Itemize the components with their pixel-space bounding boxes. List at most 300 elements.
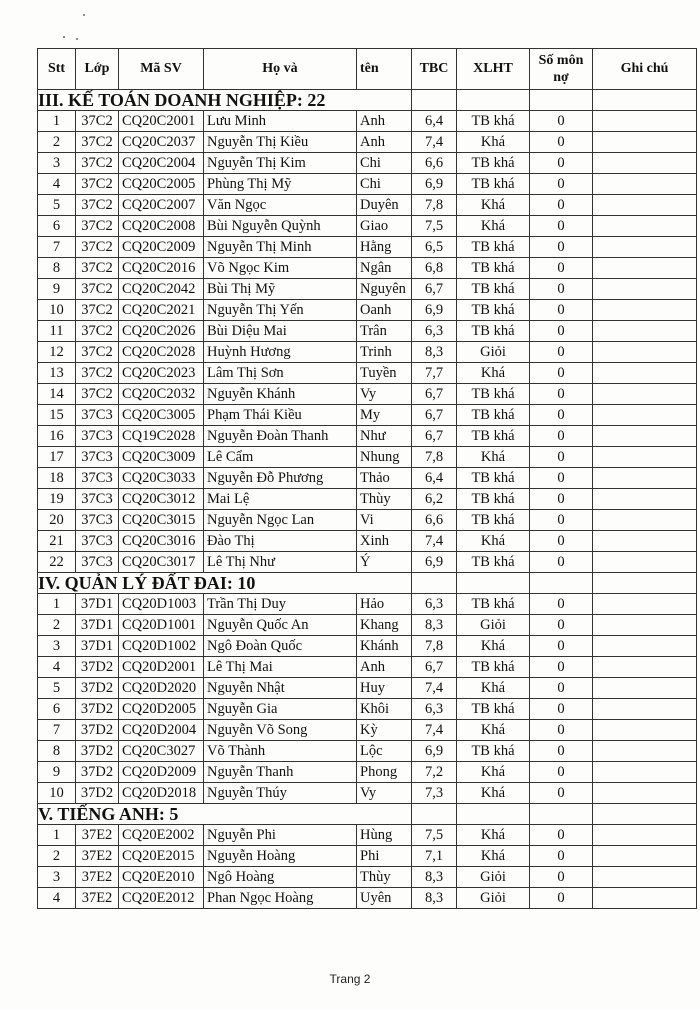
cell-stt: 15 xyxy=(38,405,76,426)
cell-given-name: Hảo xyxy=(357,594,412,615)
cell-student-id: CQ20C2004 xyxy=(119,153,204,174)
col-header-surname: Họ và xyxy=(204,49,357,90)
table-row xyxy=(38,594,697,615)
cell-class: 37C2 xyxy=(76,132,119,153)
cell-notes xyxy=(593,363,697,384)
cell-student-id: CQ20E2002 xyxy=(119,825,204,846)
table-row xyxy=(38,111,697,132)
cell-surname: Nguyễn Quốc An xyxy=(204,615,357,636)
cell-notes xyxy=(593,552,697,573)
table-row xyxy=(38,153,697,174)
cell-failed-subjects: 0 xyxy=(530,426,593,447)
cell-gpa: 6,3 xyxy=(412,594,457,615)
cell-stt: 1 xyxy=(38,825,76,846)
cell-given-name: Phong xyxy=(357,762,412,783)
cell-given-name: Anh xyxy=(357,657,412,678)
cell-notes xyxy=(593,636,697,657)
cell-class: 37C3 xyxy=(76,447,119,468)
cell-class: 37C2 xyxy=(76,300,119,321)
empty-cell xyxy=(593,804,697,825)
cell-notes xyxy=(593,594,697,615)
cell-classification: TB khá xyxy=(457,699,530,720)
cell-notes xyxy=(593,615,697,636)
table-row xyxy=(38,888,697,909)
cell-student-id: CQ20D1001 xyxy=(119,615,204,636)
cell-given-name: Thảo xyxy=(357,468,412,489)
cell-class: 37D1 xyxy=(76,594,119,615)
cell-surname: Huỳnh Hương xyxy=(204,342,357,363)
cell-stt: 19 xyxy=(38,489,76,510)
cell-stt: 22 xyxy=(38,552,76,573)
cell-gpa: 6,9 xyxy=(412,300,457,321)
empty-cell xyxy=(530,573,593,594)
cell-student-id: CQ20C2009 xyxy=(119,237,204,258)
cell-failed-subjects: 0 xyxy=(530,468,593,489)
table-row xyxy=(38,342,697,363)
cell-given-name: Giao xyxy=(357,216,412,237)
cell-gpa: 6,3 xyxy=(412,699,457,720)
cell-given-name: Khang xyxy=(357,615,412,636)
cell-classification: TB khá xyxy=(457,741,530,762)
cell-classification: TB khá xyxy=(457,258,530,279)
cell-notes xyxy=(593,888,697,909)
cell-surname: Văn Ngọc xyxy=(204,195,357,216)
cell-surname: Nguyễn Thị Minh xyxy=(204,237,357,258)
table-row xyxy=(38,447,697,468)
cell-stt: 4 xyxy=(38,174,76,195)
cell-surname: Phạm Thái Kiều xyxy=(204,405,357,426)
cell-gpa: 8,3 xyxy=(412,888,457,909)
cell-student-id: CQ19C2028 xyxy=(119,426,204,447)
cell-classification: Giỏi xyxy=(457,615,530,636)
cell-failed-subjects: 0 xyxy=(530,405,593,426)
cell-gpa: 6,3 xyxy=(412,321,457,342)
cell-gpa: 6,7 xyxy=(412,279,457,300)
cell-classification: TB khá xyxy=(457,426,530,447)
scan-speck xyxy=(76,38,78,40)
cell-student-id: CQ20C2023 xyxy=(119,363,204,384)
cell-stt: 10 xyxy=(38,783,76,804)
cell-stt: 13 xyxy=(38,363,76,384)
table-row xyxy=(38,426,697,447)
cell-class: 37D2 xyxy=(76,657,119,678)
col-header-gpa: TBC xyxy=(412,49,457,90)
table-row xyxy=(38,741,697,762)
cell-given-name: Tuyền xyxy=(357,363,412,384)
cell-failed-subjects: 0 xyxy=(530,342,593,363)
cell-classification: Khá xyxy=(457,846,530,867)
cell-surname: Lê Thị Mai xyxy=(204,657,357,678)
cell-class: 37D2 xyxy=(76,741,119,762)
cell-notes xyxy=(593,762,697,783)
cell-notes xyxy=(593,384,697,405)
cell-student-id: CQ20C3012 xyxy=(119,489,204,510)
cell-gpa: 7,8 xyxy=(412,447,457,468)
cell-notes xyxy=(593,468,697,489)
cell-failed-subjects: 0 xyxy=(530,174,593,195)
cell-notes xyxy=(593,237,697,258)
empty-cell xyxy=(530,90,593,111)
cell-surname: Trần Thị Duy xyxy=(204,594,357,615)
cell-surname: Nguyễn Phi xyxy=(204,825,357,846)
cell-surname: Bùi Diệu Mai xyxy=(204,321,357,342)
cell-gpa: 6,4 xyxy=(412,111,457,132)
cell-classification: TB khá xyxy=(457,153,530,174)
cell-given-name: Oanh xyxy=(357,300,412,321)
cell-classification: TB khá xyxy=(457,111,530,132)
cell-surname: Lê Thị Như xyxy=(204,552,357,573)
cell-class: 37C2 xyxy=(76,195,119,216)
table-row xyxy=(38,636,697,657)
cell-classification: Khá xyxy=(457,195,530,216)
cell-given-name: Huy xyxy=(357,678,412,699)
cell-student-id: CQ20D2005 xyxy=(119,699,204,720)
cell-gpa: 6,7 xyxy=(412,405,457,426)
cell-failed-subjects: 0 xyxy=(530,510,593,531)
col-header-class: Lớp xyxy=(76,49,119,90)
cell-gpa: 7,2 xyxy=(412,762,457,783)
cell-given-name: Chi xyxy=(357,153,412,174)
cell-notes xyxy=(593,678,697,699)
cell-notes xyxy=(593,405,697,426)
cell-surname: Nguyễn Đoàn Thanh xyxy=(204,426,357,447)
cell-classification: Khá xyxy=(457,531,530,552)
cell-given-name: Như xyxy=(357,426,412,447)
cell-notes xyxy=(593,321,697,342)
cell-given-name: Thùy xyxy=(357,867,412,888)
cell-classification: TB khá xyxy=(457,300,530,321)
col-header-classification: XLHT xyxy=(457,49,530,90)
cell-notes xyxy=(593,111,697,132)
cell-surname: Mai Lệ xyxy=(204,489,357,510)
cell-student-id: CQ20D2018 xyxy=(119,783,204,804)
col-header-student-id: Mã SV xyxy=(119,49,204,90)
cell-surname: Lê Cẩm xyxy=(204,447,357,468)
cell-notes xyxy=(593,531,697,552)
cell-notes xyxy=(593,342,697,363)
cell-failed-subjects: 0 xyxy=(530,321,593,342)
cell-surname: Bùi Thị Mỹ xyxy=(204,279,357,300)
cell-stt: 4 xyxy=(38,657,76,678)
cell-class: 37E2 xyxy=(76,846,119,867)
table-header-row xyxy=(38,49,697,90)
cell-classification: Khá xyxy=(457,132,530,153)
cell-failed-subjects: 0 xyxy=(530,384,593,405)
empty-cell xyxy=(457,804,530,825)
cell-class: 37D2 xyxy=(76,762,119,783)
table-row xyxy=(38,552,697,573)
cell-stt: 7 xyxy=(38,237,76,258)
cell-failed-subjects: 0 xyxy=(530,636,593,657)
cell-gpa: 7,4 xyxy=(412,720,457,741)
cell-stt: 11 xyxy=(38,321,76,342)
cell-class: 37C3 xyxy=(76,405,119,426)
cell-given-name: My xyxy=(357,405,412,426)
cell-student-id: CQ20D2020 xyxy=(119,678,204,699)
cell-stt: 8 xyxy=(38,258,76,279)
cell-gpa: 7,8 xyxy=(412,636,457,657)
cell-given-name: Duyên xyxy=(357,195,412,216)
cell-gpa: 7,7 xyxy=(412,363,457,384)
cell-classification: Khá xyxy=(457,636,530,657)
cell-gpa: 8,3 xyxy=(412,867,457,888)
cell-stt: 4 xyxy=(38,888,76,909)
cell-surname: Nguyễn Võ Song xyxy=(204,720,357,741)
empty-cell xyxy=(530,804,593,825)
table-row xyxy=(38,825,697,846)
cell-class: 37D2 xyxy=(76,783,119,804)
section-title: V. TIẾNG ANH: 5 xyxy=(38,804,412,825)
cell-stt: 3 xyxy=(38,153,76,174)
cell-student-id: CQ20E2015 xyxy=(119,846,204,867)
table-row xyxy=(38,405,697,426)
table-row xyxy=(38,783,697,804)
cell-gpa: 6,9 xyxy=(412,174,457,195)
cell-failed-subjects: 0 xyxy=(530,447,593,468)
cell-notes xyxy=(593,720,697,741)
cell-failed-subjects: 0 xyxy=(530,741,593,762)
cell-surname: Phùng Thị Mỹ xyxy=(204,174,357,195)
cell-classification: TB khá xyxy=(457,489,530,510)
cell-classification: TB khá xyxy=(457,321,530,342)
cell-given-name: Chi xyxy=(357,174,412,195)
cell-given-name: Khánh xyxy=(357,636,412,657)
cell-class: 37C2 xyxy=(76,258,119,279)
col-header-notes: Ghi chú xyxy=(593,49,697,90)
cell-given-name: Nguyên xyxy=(357,279,412,300)
table-row xyxy=(38,867,697,888)
cell-classification: TB khá xyxy=(457,552,530,573)
cell-given-name: Anh xyxy=(357,111,412,132)
cell-classification: TB khá xyxy=(457,468,530,489)
cell-given-name: Phi xyxy=(357,846,412,867)
cell-class: 37C3 xyxy=(76,531,119,552)
cell-gpa: 7,4 xyxy=(412,531,457,552)
cell-failed-subjects: 0 xyxy=(530,720,593,741)
cell-class: 37C2 xyxy=(76,342,119,363)
cell-surname: Nguyễn Gia xyxy=(204,699,357,720)
cell-student-id: CQ20C2007 xyxy=(119,195,204,216)
cell-failed-subjects: 0 xyxy=(530,279,593,300)
cell-surname: Phan Ngọc Hoàng xyxy=(204,888,357,909)
cell-gpa: 7,4 xyxy=(412,132,457,153)
cell-surname: Võ Thành xyxy=(204,741,357,762)
cell-surname: Nguyễn Đỗ Phương xyxy=(204,468,357,489)
table-row xyxy=(38,258,697,279)
table-row xyxy=(38,657,697,678)
cell-given-name: Kỳ xyxy=(357,720,412,741)
cell-class: 37C2 xyxy=(76,216,119,237)
cell-student-id: CQ20C2026 xyxy=(119,321,204,342)
cell-failed-subjects: 0 xyxy=(530,111,593,132)
scan-speck xyxy=(83,14,85,16)
cell-stt: 16 xyxy=(38,426,76,447)
cell-gpa: 7,4 xyxy=(412,678,457,699)
table-row xyxy=(38,237,697,258)
col-header-failed-line2: nợ xyxy=(553,70,569,85)
cell-failed-subjects: 0 xyxy=(530,258,593,279)
cell-classification: Giỏi xyxy=(457,342,530,363)
empty-cell xyxy=(412,573,457,594)
cell-class: 37D2 xyxy=(76,720,119,741)
cell-notes xyxy=(593,195,697,216)
empty-cell xyxy=(593,90,697,111)
cell-stt: 2 xyxy=(38,132,76,153)
cell-class: 37E2 xyxy=(76,867,119,888)
cell-stt: 3 xyxy=(38,867,76,888)
table-row xyxy=(38,846,697,867)
cell-given-name: Trinh xyxy=(357,342,412,363)
cell-stt: 5 xyxy=(38,678,76,699)
cell-notes xyxy=(593,279,697,300)
cell-stt: 14 xyxy=(38,384,76,405)
cell-class: 37C2 xyxy=(76,237,119,258)
scan-speck xyxy=(63,36,65,38)
cell-stt: 21 xyxy=(38,531,76,552)
cell-classification: Giỏi xyxy=(457,888,530,909)
cell-classification: Khá xyxy=(457,678,530,699)
student-roster-table xyxy=(37,48,697,909)
table-row xyxy=(38,195,697,216)
cell-gpa: 8,3 xyxy=(412,342,457,363)
cell-failed-subjects: 0 xyxy=(530,531,593,552)
cell-notes xyxy=(593,846,697,867)
cell-surname: Bùi Nguyễn Quỳnh xyxy=(204,216,357,237)
cell-gpa: 6,9 xyxy=(412,552,457,573)
cell-surname: Lưu Minh xyxy=(204,111,357,132)
cell-classification: Khá xyxy=(457,363,530,384)
cell-class: 37D2 xyxy=(76,699,119,720)
cell-gpa: 6,6 xyxy=(412,510,457,531)
cell-given-name: Anh xyxy=(357,132,412,153)
cell-failed-subjects: 0 xyxy=(530,237,593,258)
cell-classification: TB khá xyxy=(457,510,530,531)
cell-classification: TB khá xyxy=(457,405,530,426)
cell-notes xyxy=(593,867,697,888)
empty-cell xyxy=(593,573,697,594)
cell-surname: Nguyễn Ngọc Lan xyxy=(204,510,357,531)
cell-class: 37C2 xyxy=(76,153,119,174)
cell-classification: TB khá xyxy=(457,594,530,615)
cell-notes xyxy=(593,510,697,531)
cell-student-id: CQ20C3005 xyxy=(119,405,204,426)
cell-surname: Võ Ngọc Kim xyxy=(204,258,357,279)
cell-notes xyxy=(593,741,697,762)
cell-failed-subjects: 0 xyxy=(530,888,593,909)
table-row xyxy=(38,762,697,783)
cell-classification: TB khá xyxy=(457,279,530,300)
cell-surname: Ngô Đoàn Quốc xyxy=(204,636,357,657)
cell-gpa: 7,1 xyxy=(412,846,457,867)
cell-given-name: Vy xyxy=(357,783,412,804)
cell-given-name: Lộc xyxy=(357,741,412,762)
cell-failed-subjects: 0 xyxy=(530,762,593,783)
cell-gpa: 6,4 xyxy=(412,468,457,489)
cell-notes xyxy=(593,426,697,447)
section-header-row xyxy=(38,804,697,825)
cell-failed-subjects: 0 xyxy=(530,846,593,867)
cell-notes xyxy=(593,132,697,153)
cell-given-name: Vy xyxy=(357,384,412,405)
cell-notes xyxy=(593,825,697,846)
cell-stt: 20 xyxy=(38,510,76,531)
cell-class: 37C2 xyxy=(76,174,119,195)
cell-stt: 17 xyxy=(38,447,76,468)
cell-failed-subjects: 0 xyxy=(530,825,593,846)
cell-stt: 9 xyxy=(38,762,76,783)
cell-stt: 6 xyxy=(38,216,76,237)
cell-gpa: 6,7 xyxy=(412,426,457,447)
cell-stt: 2 xyxy=(38,615,76,636)
cell-given-name: Ý xyxy=(357,552,412,573)
cell-class: 37C3 xyxy=(76,426,119,447)
cell-stt: 2 xyxy=(38,846,76,867)
cell-student-id: CQ20C3009 xyxy=(119,447,204,468)
cell-failed-subjects: 0 xyxy=(530,783,593,804)
cell-student-id: CQ20C3016 xyxy=(119,531,204,552)
cell-given-name: Hằng xyxy=(357,237,412,258)
cell-class: 37E2 xyxy=(76,825,119,846)
cell-stt: 1 xyxy=(38,594,76,615)
cell-failed-subjects: 0 xyxy=(530,552,593,573)
section-title: III. KẾ TOÁN DOANH NGHIỆP: 22 xyxy=(38,90,412,111)
cell-gpa: 6,9 xyxy=(412,741,457,762)
empty-cell xyxy=(412,804,457,825)
cell-student-id: CQ20C2042 xyxy=(119,279,204,300)
cell-gpa: 7,8 xyxy=(412,195,457,216)
cell-classification: Khá xyxy=(457,762,530,783)
table-row xyxy=(38,279,697,300)
cell-surname: Nguyễn Thúy xyxy=(204,783,357,804)
cell-class: 37C2 xyxy=(76,363,119,384)
cell-gpa: 6,7 xyxy=(412,657,457,678)
table-row xyxy=(38,132,697,153)
cell-classification: Khá xyxy=(457,447,530,468)
cell-classification: Khá xyxy=(457,720,530,741)
cell-gpa: 7,3 xyxy=(412,783,457,804)
cell-stt: 10 xyxy=(38,300,76,321)
cell-surname: Nguyễn Khánh xyxy=(204,384,357,405)
cell-stt: 8 xyxy=(38,741,76,762)
cell-class: 37E2 xyxy=(76,888,119,909)
cell-given-name: Vi xyxy=(357,510,412,531)
cell-class: 37D2 xyxy=(76,678,119,699)
cell-given-name: Hùng xyxy=(357,825,412,846)
cell-classification: TB khá xyxy=(457,384,530,405)
cell-failed-subjects: 0 xyxy=(530,657,593,678)
cell-failed-subjects: 0 xyxy=(530,699,593,720)
cell-student-id: CQ20D1003 xyxy=(119,594,204,615)
cell-class: 37C3 xyxy=(76,510,119,531)
cell-given-name: Nhung xyxy=(357,447,412,468)
cell-notes xyxy=(593,216,697,237)
table-row xyxy=(38,363,697,384)
section-title: IV. QUẢN LÝ ĐẤT ĐAI: 10 xyxy=(38,573,412,594)
cell-failed-subjects: 0 xyxy=(530,132,593,153)
cell-failed-subjects: 0 xyxy=(530,867,593,888)
cell-class: 37D1 xyxy=(76,615,119,636)
table-body xyxy=(38,90,697,909)
cell-student-id: CQ20C2005 xyxy=(119,174,204,195)
cell-surname: Nguyễn Nhật xyxy=(204,678,357,699)
cell-class: 37C2 xyxy=(76,321,119,342)
empty-cell xyxy=(457,573,530,594)
cell-classification: Khá xyxy=(457,783,530,804)
cell-failed-subjects: 0 xyxy=(530,489,593,510)
cell-classification: Giỏi xyxy=(457,867,530,888)
cell-notes xyxy=(593,300,697,321)
cell-class: 37D1 xyxy=(76,636,119,657)
